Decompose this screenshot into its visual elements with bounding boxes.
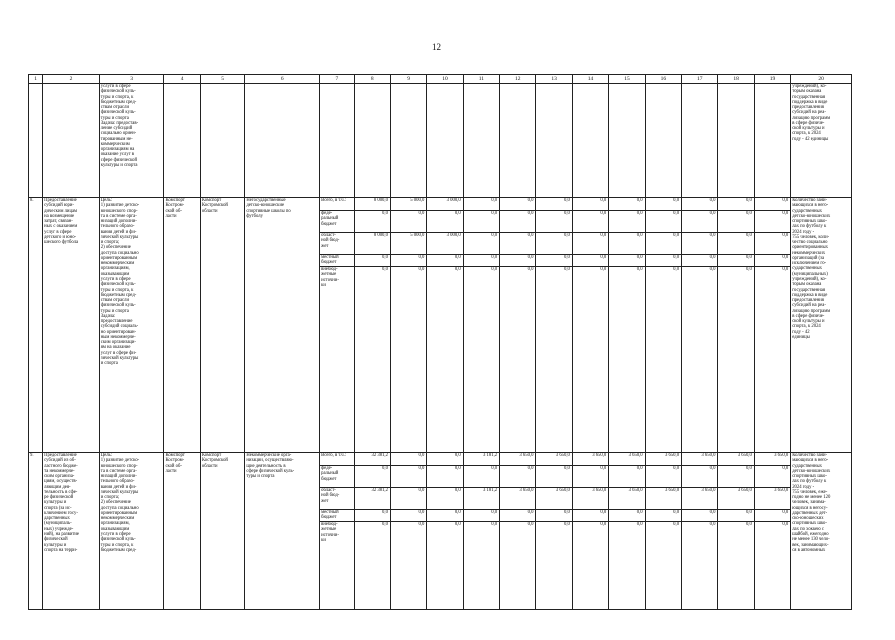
amount-cell: 0,0 <box>645 522 681 610</box>
column-number-5: 5 <box>200 75 244 84</box>
amount-cell: 0,0 <box>682 255 718 267</box>
column-number-17: 17 <box>682 75 718 84</box>
funding-source-cell: местный бюджет <box>320 510 354 522</box>
funding-source-cell: феде- ральный бюджет <box>320 466 354 488</box>
amount-cell: 5 000,0 <box>390 198 426 211</box>
amount-cell: 0,0 <box>427 267 463 453</box>
amount-cell: 0,0 <box>718 466 754 488</box>
funding-source-cell: местный бюджет <box>320 255 354 267</box>
amount-cell: 0,0 <box>536 255 572 267</box>
amount-cell: 0,0 <box>463 267 499 453</box>
amount-cell: 0,0 <box>645 233 681 255</box>
amount-cell: 0,0 <box>572 211 608 233</box>
funding-source-cell: Всего, в т.ч.: <box>320 198 354 211</box>
page-number: 12 <box>432 42 441 52</box>
amount-cell: 0,0 <box>572 198 608 211</box>
continuation-goals-cell: услуги в сфере физической куль- туры и спорта, к бюджетным сред- ствам отрасли физической куль- туры и спорта Задача: предостав- ление субсидий социально ориен- тированным не- коммерческим организациям на оказание услуг в сфере физической культуры и спорта <box>99 84 164 198</box>
amount-cell: 3 650,0 <box>645 488 681 510</box>
amount-cell: 0,0 <box>354 510 390 522</box>
amount-cell: 0,0 <box>682 198 718 211</box>
amount-cell: 0,0 <box>354 211 390 233</box>
amount-cell: 0,0 <box>572 510 608 522</box>
amount-cell: 0,0 <box>390 510 426 522</box>
amount-cell: 0,0 <box>609 267 645 453</box>
column-number-8: 8 <box>354 75 390 84</box>
amount-cell: 0,0 <box>645 267 681 453</box>
measure-row-9 <box>29 453 852 610</box>
amount-cell: 0,0 <box>754 233 790 255</box>
column-number-9: 9 <box>390 75 426 84</box>
column-number-16: 16 <box>645 75 681 84</box>
amount-cell: 0,0 <box>754 198 790 211</box>
amount-cell: 0,0 <box>354 522 390 610</box>
amount-cell: 3 650,0 <box>572 453 608 466</box>
amount-cell: 0,0 <box>609 198 645 211</box>
amount-cell: 0,0 <box>536 510 572 522</box>
amount-cell: 0,0 <box>609 466 645 488</box>
row-number-cell: 8. <box>29 198 43 453</box>
co-executor-cell: Комспорт Костромской области <box>200 453 244 610</box>
amount-cell: 0,0 <box>427 466 463 488</box>
funding-source-cell: внебюд- жетные источни- ки <box>320 267 354 453</box>
amount-cell: 0,0 <box>645 510 681 522</box>
amount-cell: 3 650,0 <box>682 488 718 510</box>
amount-cell: 0,0 <box>718 522 754 610</box>
column-number-11: 11 <box>463 75 499 84</box>
amount-cell: 0,0 <box>463 510 499 522</box>
column-number-10: 10 <box>427 75 463 84</box>
amount-cell: 0,0 <box>609 211 645 233</box>
amount-cell: 0,0 <box>536 233 572 255</box>
amount-cell: 0,0 <box>500 211 536 233</box>
continuation-result-cell: учреждений), ко- торым оказана государственная поддержка в виде предоставления субсидий на реа- лизацию программ в сфере физиче- ской культуры и спорта, к 2024 году - 42 единицы <box>791 84 852 198</box>
amount-cell: 32 381,2 <box>354 488 390 510</box>
amount-cell: 0,0 <box>500 522 536 610</box>
funding-source-cell: област- ной бюд- жет <box>320 488 354 510</box>
amount-cell: 3 181,2 <box>463 488 499 510</box>
program-measures-table <box>28 74 852 610</box>
expected-result-cell: Количество зани- мающихся в него- сударственных детско-юношеских спортивных шко- лах по футболу к 2024 году - 755 человек, еже- годно не менее 120 человек, занима- ющихся в негосу- дарственных дет- ско-юношеских спортивных шко- лах по хоккею с шайбой, ежегодно не менее 130 чело- век, занимающих- ся в автономных <box>791 453 852 610</box>
funding-source-row <box>29 453 852 466</box>
amount-cell: 0,0 <box>427 510 463 522</box>
amount-cell: 0,0 <box>682 522 718 610</box>
column-number-14: 14 <box>572 75 608 84</box>
amount-cell: 0,0 <box>500 267 536 453</box>
amount-cell: 3 650,0 <box>645 453 681 466</box>
amount-cell: 0,0 <box>500 466 536 488</box>
amount-cell: 0,0 <box>718 211 754 233</box>
amount-cell: 0,0 <box>390 255 426 267</box>
amount-cell: 0,0 <box>754 255 790 267</box>
column-number-6: 6 <box>245 75 320 84</box>
amount-cell: 3 000,0 <box>427 198 463 211</box>
amount-cell: 0,0 <box>682 267 718 453</box>
measure-name-cell: Предоставление субсидий из об- ластного бюдже- та некоммерче- ским организа- циям, осуществ- ляющим дея- тельность в сфе- ре физической культуры и спорта (за ис- ключением госу- дарственных (муниципаль- ных) учрежде- ний), на развитие физической культуры и спорта на терри- <box>43 453 100 610</box>
amount-cell: 0,0 <box>572 466 608 488</box>
amount-cell: 0,0 <box>500 233 536 255</box>
amount-cell: 0,0 <box>754 522 790 610</box>
amount-cell: 0,0 <box>609 522 645 610</box>
participants-cell: Негосударственные детско-юношеские спортивные школы по футболу <box>245 198 320 453</box>
amount-cell: 0,0 <box>645 466 681 488</box>
amount-cell: 0,0 <box>609 233 645 255</box>
amount-cell: 0,0 <box>645 211 681 233</box>
column-number-12: 12 <box>500 75 536 84</box>
amount-cell: 0,0 <box>682 233 718 255</box>
amount-cell: 3 650,0 <box>536 453 572 466</box>
amount-cell: 0,0 <box>572 267 608 453</box>
amount-cell: 3 650,0 <box>609 488 645 510</box>
responsible-executor-cell: Комспорт Костром- ской об- ласти <box>164 453 200 610</box>
goals-tasks-cell: Цель: 1) развитие детско- юношеского спор- та в системе орга- низаций дополни- тельного образо- вания детей и фи- зической культуры и спорта; 2) обеспечение доступа социально ориентированным некоммерческим организациям, оказывающим услуги в сфере физической куль- туры и спорта, к бюджетным сред- <box>99 453 164 610</box>
column-number-4: 4 <box>164 75 200 84</box>
amount-cell: 0,0 <box>390 466 426 488</box>
amount-cell: 0,0 <box>536 211 572 233</box>
column-number-row <box>29 75 852 84</box>
amount-cell: 0,0 <box>572 255 608 267</box>
goals-tasks-cell: Цель: 1) развитие детско- юношеского спор- та в системе орга- низаций дополни- тельного образо- вания детей и фи- зической культуры и спорта; 2) обеспечение доступа социально ориентированным некоммерческим организациям, оказывающим услуги в сфере физической куль- туры и спорта, к бюджетным сред- ствам отрасли физической куль- туры и спорта Задача: предоставление субсидий социаль- но ориентирован- ным некоммерче- ским организаци- ям на оказание услуг в сфере фи- зической культуры и спорта <box>99 198 164 453</box>
amount-cell: 0,0 <box>463 211 499 233</box>
amount-cell: 0,0 <box>354 267 390 453</box>
amount-cell: 0,0 <box>609 510 645 522</box>
amount-cell: 32 381,2 <box>354 453 390 466</box>
amount-cell: 0,0 <box>536 466 572 488</box>
amount-cell: 3 000,0 <box>427 233 463 255</box>
co-executor-cell: Комспорт Костромской области <box>200 198 244 453</box>
amount-cell: 8 000,0 <box>354 233 390 255</box>
funding-source-row <box>29 198 852 211</box>
amount-cell: 8 000,0 <box>354 198 390 211</box>
amount-cell: 0,0 <box>536 522 572 610</box>
amount-cell: 0,0 <box>536 198 572 211</box>
amount-cell: 0,0 <box>718 510 754 522</box>
column-number-7: 7 <box>320 75 354 84</box>
measure-row-8 <box>29 198 852 453</box>
amount-cell: 0,0 <box>500 510 536 522</box>
amount-cell: 0,0 <box>427 488 463 510</box>
amount-cell: 0,0 <box>718 233 754 255</box>
funding-source-cell: Всего, в т.ч.: <box>320 453 354 466</box>
amount-cell: 0,0 <box>754 267 790 453</box>
amount-cell: 0,0 <box>536 267 572 453</box>
responsible-executor-cell: Комспорт Костром- ской об- ласти <box>164 198 200 453</box>
amount-cell: 0,0 <box>463 198 499 211</box>
column-number-19: 19 <box>754 75 790 84</box>
amount-cell: 0,0 <box>390 522 426 610</box>
amount-cell: 0,0 <box>354 466 390 488</box>
column-number-15: 15 <box>609 75 645 84</box>
amount-cell: 3 650,0 <box>572 488 608 510</box>
amount-cell: 3 650,0 <box>500 453 536 466</box>
amount-cell: 0,0 <box>682 510 718 522</box>
amount-cell: 0,0 <box>645 255 681 267</box>
amount-cell: 0,0 <box>427 255 463 267</box>
continuation-row <box>29 84 852 198</box>
amount-cell: 3 650,0 <box>609 453 645 466</box>
amount-cell: 0,0 <box>463 255 499 267</box>
amount-cell: 0,0 <box>354 255 390 267</box>
amount-cell: 3 650,0 <box>754 453 790 466</box>
expected-result-cell: Количество зани- мающихся в него- сударственных детско-юношеских спортивных шко- лах по футболу к 2024 году - 755 человек, коли- чество социально ориентированных некоммерческих организаций (за исключением го- сударственных (муниципальных) учреждений), ко- торым оказана государственная поддержка в виде предоставления субсидий на реа- лизацию программ в сфере физиче- ской культуры и спорта, к 2024 году - 42 единицы <box>791 198 852 453</box>
amount-cell: 0,0 <box>754 466 790 488</box>
amount-cell: 0,0 <box>645 198 681 211</box>
column-number-18: 18 <box>718 75 754 84</box>
amount-cell: 0,0 <box>754 510 790 522</box>
participants-cell: Некоммерческие орга- низации, осуществляю- щие деятельность в сфере физической куль- туры и спорта <box>245 453 320 610</box>
column-number-1: 1 <box>29 75 43 84</box>
amount-cell: 3 650,0 <box>536 488 572 510</box>
amount-cell: 0,0 <box>427 453 463 466</box>
column-number-3: 3 <box>99 75 164 84</box>
column-number-20: 20 <box>791 75 852 84</box>
amount-cell: 0,0 <box>463 522 499 610</box>
row-number-cell: 9. <box>29 453 43 610</box>
amount-cell: 0,0 <box>390 453 426 466</box>
amount-cell: 0,0 <box>572 522 608 610</box>
amount-cell: 3 650,0 <box>500 488 536 510</box>
measure-name-cell: Предоставление субсидий юри- дическим лицам на возмещение затрат, связан- ных с оказанием услуг в сфере детского и юно- шеского футбола <box>43 198 100 453</box>
amount-cell: 0,0 <box>718 198 754 211</box>
amount-cell: 5 000,0 <box>390 233 426 255</box>
funding-source-cell: феде- ральный бюджет <box>320 211 354 233</box>
amount-cell: 0,0 <box>500 255 536 267</box>
amount-cell: 0,0 <box>718 267 754 453</box>
amount-cell: 0,0 <box>427 522 463 610</box>
funding-source-cell: област- ной бюд- жет <box>320 233 354 255</box>
amount-cell: 3 650,0 <box>718 453 754 466</box>
amount-cell: 0,0 <box>463 466 499 488</box>
column-number-13: 13 <box>536 75 572 84</box>
amount-cell: 0,0 <box>754 211 790 233</box>
amount-cell: 3 650,0 <box>718 488 754 510</box>
amount-cell: 0,0 <box>609 255 645 267</box>
amount-cell: 0,0 <box>682 466 718 488</box>
amount-cell: 0,0 <box>427 211 463 233</box>
column-number-2: 2 <box>43 75 100 84</box>
amount-cell: 0,0 <box>390 488 426 510</box>
amount-cell: 0,0 <box>463 233 499 255</box>
amount-cell: 3 650,0 <box>754 488 790 510</box>
funding-source-cell: внебюд- жетные источни- ки <box>320 522 354 610</box>
amount-cell: 0,0 <box>390 267 426 453</box>
amount-cell: 0,0 <box>572 233 608 255</box>
amount-cell: 0,0 <box>682 211 718 233</box>
amount-cell: 0,0 <box>390 211 426 233</box>
amount-cell: 3 181,2 <box>463 453 499 466</box>
amount-cell: 3 650,0 <box>682 453 718 466</box>
amount-cell: 0,0 <box>500 198 536 211</box>
amount-cell: 0,0 <box>718 255 754 267</box>
